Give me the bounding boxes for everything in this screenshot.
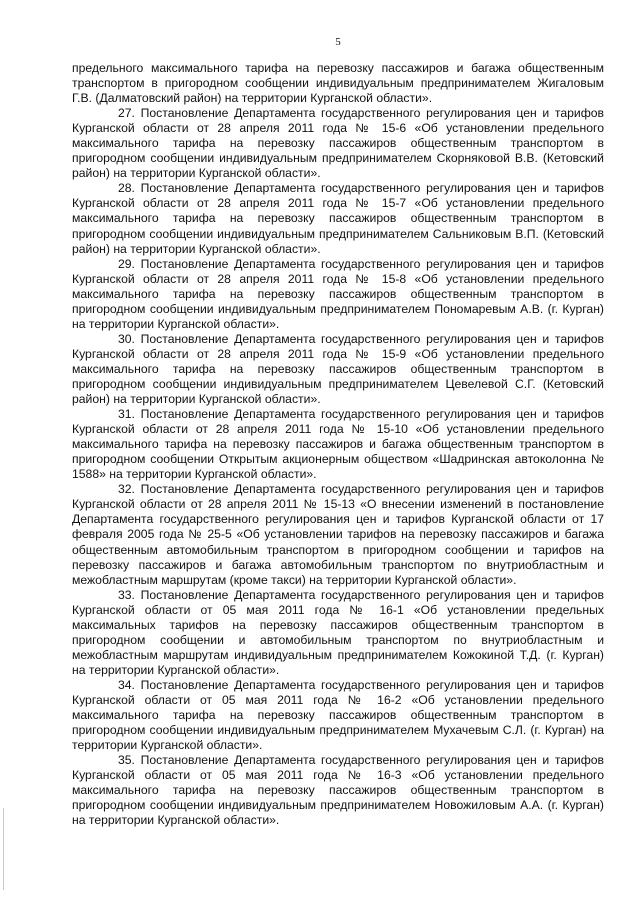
scan-edge-line bbox=[3, 808, 4, 890]
page-number: 5 bbox=[335, 36, 341, 48]
paragraph-continuation: предельного максимального тарифа на перевозку пассажиров и багажа общественным транспортом в пригородном сообщении индивидуальным предпринимателем Жигаловым Г.В. (Далматовский район) на территории Курганской области». bbox=[72, 61, 604, 106]
list-item-33: 33. Постановление Департамента государственного регулирования цен и тарифов Курганской области от 05 мая 2011 года № 16-1 «Об установлении предельных максимальных тарифов на перевозку пассажиров общественным транспортом в пригородном сообщении и автомобильным транспортом по внутриобластным и межобластным маршрутам индивидуальным предпринимателем Кожокиной Т.Д. (г. Курган) на территории Курганской области». bbox=[72, 587, 604, 677]
list-item-31: 31. Постановление Департамента государственного регулирования цен и тарифов Курганской области от 28 апреля 2011 года № 15-10 «Об установлении предельного максимального тарифа на перевозку пассажиров и багажа общественным транспортом в пригородном сообщении Открытым акционерным обществом «Шадринская автоколонна № 1588» на территории Курганской области». bbox=[72, 407, 604, 482]
list-item-27: 27. Постановление Департамента государственного регулирования цен и тарифов Курганской области от 28 апреля 2011 года № 15-6 «Об установлении предельного максимального тарифа на перевозку пассажиров общественным транспортом в пригородном сообщении индивидуальным предпринимателем Скорняковой В.В. (Кетовский район) на территории Курганской области». bbox=[72, 106, 604, 181]
list-item-32: 32. Постановление Департамента государственного регулирования цен и тарифов Курганской области от 28 апреля 2011 № 15-13 «О внесении изменений в постановление Департамента государственного регулирования цен и тарифов Курганской области от 17 февраля 2005 года № 25-5 «Об установлении тарифов на перевозку пассажиров и багажа общественным автомобильным транспортом в пригородном сообщении и тарифов на перевозку пассажиров и багажа автомобильным транспортом по внутриобластным и межобластным маршрутам (кроме такси) на территории Курганской области». bbox=[72, 482, 604, 587]
list-item-28: 28. Постановление Департамента государственного регулирования цен и тарифов Курганской области от 28 апреля 2011 года № 15-7 «Об установлении предельного максимального тарифа на перевозку пассажиров общественным транспортом в пригородном сообщении индивидуальным предпринимателем Сальниковым В.П. (Кетовский район) на территории Курганской области». bbox=[72, 181, 604, 256]
list-item-29: 29. Постановление Департамента государственного регулирования цен и тарифов Курганской области от 28 апреля 2011 года № 15-8 «Об установлении предельного максимального тарифа на перевозку пассажиров общественным транспортом в пригородном сообщении индивидуальным предпринимателем Пономаревым А.В. (г. Курган) на территории Курганской области». bbox=[72, 256, 604, 331]
list-item-30: 30. Постановление Департамента государственного регулирования цен и тарифов Курганской области от 28 апреля 2011 года № 15-9 «Об установлении предельного максимального тарифа на перевозку пассажиров общественным транспортом в пригородном сообщении индивидуальным предпринимателем Цевелевой С.Г. (Кетовский район) на территории Курганской области». bbox=[72, 331, 604, 407]
list-item-34: 34. Постановление Департамента государственного регулирования цен и тарифов Курганской области от 05 мая 2011 года № 16-2 «Об установлении предельного максимального тарифа на перевозку пассажиров общественным транспортом в пригородном сообщении индивидуальным предпринимателем Мухачевым С.Л. (г. Курган) на территории Курганской области». bbox=[72, 677, 604, 753]
list-item-35: 35. Постановление Департамента государственного регулирования цен и тарифов Курганской области от 05 мая 2011 года № 16-3 «Об установлении предельного максимального тарифа на перевозку пассажиров общественным транспортом в пригородном сообщении индивидуальным предпринимателем Новожиловым А.А. (г. Курган) на территории Курганской области». bbox=[72, 753, 604, 828]
